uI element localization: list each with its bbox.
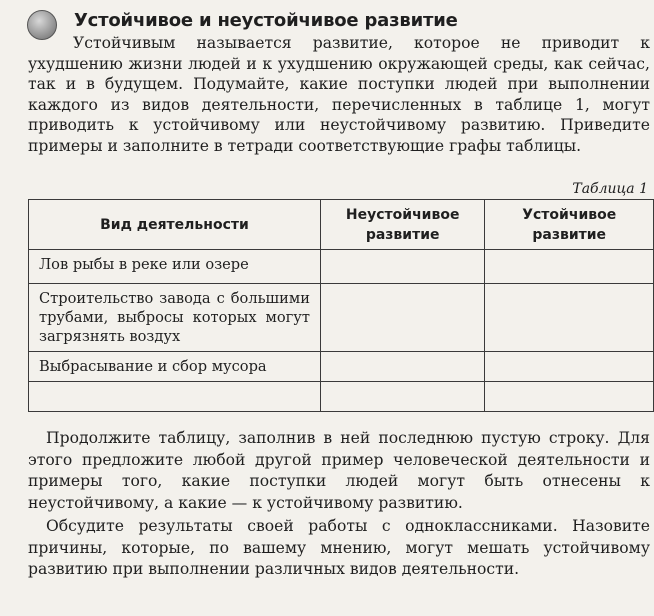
table-row-empty	[29, 382, 654, 412]
header-activity: Вид деятельности	[29, 200, 321, 250]
table-row	[29, 284, 654, 352]
header-unsustainable: Неустойчивое развитие	[320, 200, 485, 250]
empty-cell	[485, 250, 654, 284]
empty-cell	[320, 284, 485, 352]
table-header-row	[29, 200, 654, 250]
activities-table	[28, 199, 654, 412]
empty-cell	[320, 382, 485, 412]
activity-cell: Выбрасывание и сбор мусора	[29, 352, 321, 382]
empty-cell	[485, 284, 654, 352]
activity-cell: Лов рыбы в реке или озере	[29, 250, 321, 284]
followup-paragraph-2: Обсудите результаты своей работы с одноклассниками. Назовите причины, которые, по вашему мнению, могут мешать устойчивому развитию при выполнении различных видов деятельности.	[28, 517, 650, 578]
empty-cell	[320, 250, 485, 284]
section-title: Устойчивое и неустойчивое развитие	[74, 10, 458, 31]
header-sustainable: Устойчивое развитие	[485, 200, 654, 250]
empty-cell	[29, 382, 321, 412]
empty-cell	[485, 382, 654, 412]
empty-cell	[485, 352, 654, 382]
table-row	[29, 250, 654, 284]
table-row	[29, 352, 654, 382]
activity-cell: Строительство завода с большими трубами, выбросы которых могут загрязнять воздух	[29, 284, 321, 352]
table-caption: Таблица 1	[572, 181, 648, 197]
intro-paragraph: Устойчивым называется развитие, которое не приводит к ухудшению жизни людей и к ухудшению окружающей среды, как сейчас, так и в будущем. Подумайте, какие поступки людей при выполнении каждого из видов деятельности, перечисленных в таблице 1, могут приводить к устойчивому или неустойчивому развитию. Приведите примеры и заполните в тетради соответствующие графы таблицы.	[28, 34, 650, 155]
empty-cell	[320, 352, 485, 382]
followup-paragraph-1: Продолжите таблицу, заполнив в ней последнюю пустую строку. Для этого предложите любой другой пример человеческой деятельности и примеры того, какие поступки людей могут быть отнесены к неустойчивому, а какие — к устойчивому развитию.	[28, 429, 650, 512]
